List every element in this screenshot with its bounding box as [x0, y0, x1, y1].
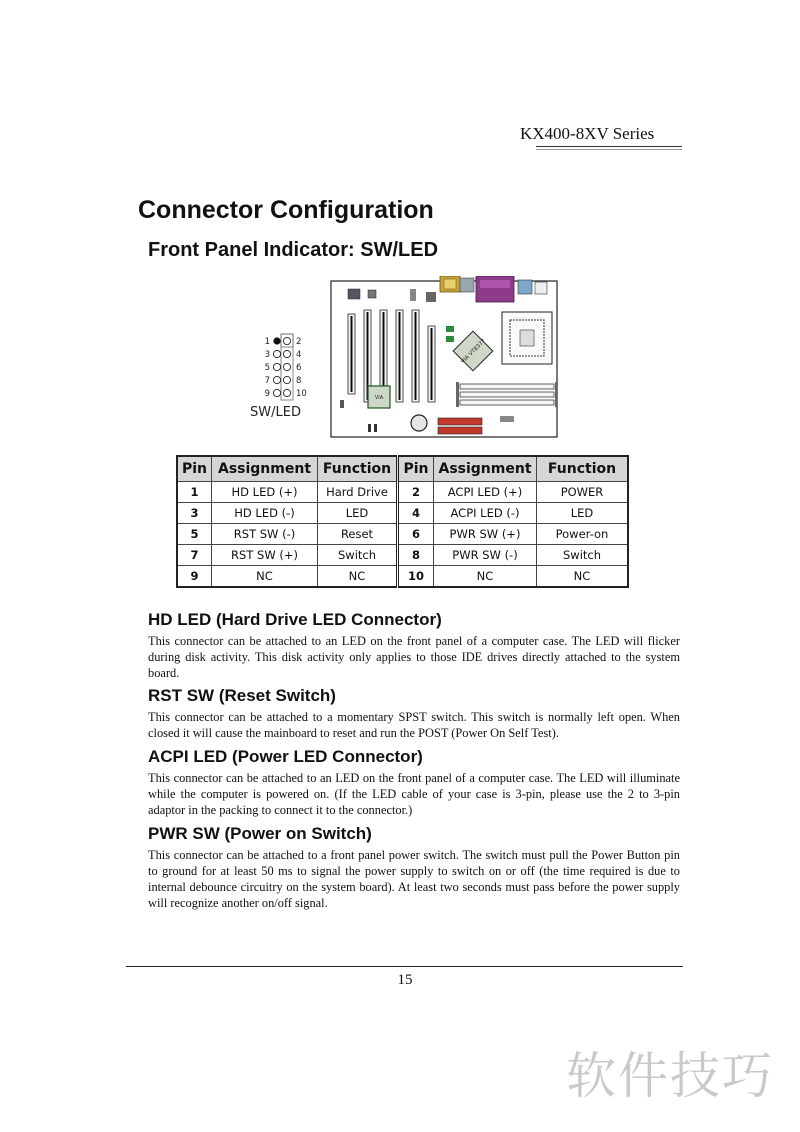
- column-header: Assignment: [212, 456, 318, 482]
- table-cell: 6: [398, 524, 434, 545]
- column-header: Function: [537, 456, 629, 482]
- pin-label: 4: [296, 350, 302, 360]
- table-row: [177, 566, 628, 588]
- column-header: Function: [318, 456, 398, 482]
- table-header-row: [177, 456, 628, 482]
- connector-diagram: [250, 276, 560, 446]
- section-heading: RST SW (Reset Switch): [148, 686, 336, 705]
- pin-label: 1: [264, 337, 270, 347]
- section-heading: ACPI LED (Power LED Connector): [148, 747, 423, 766]
- table-cell: ACPI LED (-): [434, 503, 537, 524]
- pin-assignment-table: [176, 455, 629, 588]
- table-cell: 4: [398, 503, 434, 524]
- page-title: Connector Configuration: [138, 196, 434, 224]
- section-hd-led: [148, 610, 680, 681]
- section-pwr-sw: [148, 824, 680, 911]
- table-cell: LED: [537, 503, 629, 524]
- table-cell: POWER: [537, 482, 629, 503]
- section-body: This connector can be attached to an LED on the front panel of a computer case. The LED will illuminate while the computer is powered on. (If the LED cable of your case is 3-pin, please use the 2 to 3-pin adaptor in the packing to connect it to the connector.): [148, 771, 680, 817]
- table-cell: 9: [177, 566, 212, 588]
- pin-label: 5: [264, 363, 270, 373]
- table-cell: NC: [537, 566, 629, 588]
- sw-led-header: [250, 334, 307, 420]
- table-cell: NC: [212, 566, 318, 588]
- pin-1-marker: [273, 337, 280, 344]
- table-cell: 8: [398, 545, 434, 566]
- south-bridge-label: VIA: [374, 395, 384, 401]
- pin-label: 8: [296, 376, 302, 386]
- pin-label: 2: [296, 337, 302, 347]
- header-rule: [536, 146, 682, 150]
- table-cell: Hard Drive: [318, 482, 398, 503]
- table-cell: NC: [318, 566, 398, 588]
- table-row: [177, 503, 628, 524]
- table-row: [177, 545, 628, 566]
- section-heading: HD LED (Hard Drive LED Connector): [148, 610, 442, 629]
- table-cell: Switch: [537, 545, 629, 566]
- section-body: This connector can be attached to a momentary SPST switch. This switch is normally left open. When closed it will cause the mainboard to reset and run the POST (Power On Self Test).: [148, 710, 680, 740]
- column-header: Pin: [398, 456, 434, 482]
- table-cell: 1: [177, 482, 212, 503]
- series-name: KX400-8XV Series: [520, 124, 655, 143]
- header-label: SW/LED: [250, 405, 301, 420]
- table-row: [177, 482, 628, 503]
- section-subtitle: Front Panel Indicator: SW/LED: [148, 239, 439, 261]
- table-row: [177, 524, 628, 545]
- pin-label: 10: [296, 389, 307, 399]
- section-body: This connector can be attached to an LED on the front panel of a computer case. The LED will flicker during disk activity. This disk activity only applies to those IDE drives directly attached to the system board.: [148, 634, 680, 680]
- table-cell: 10: [398, 566, 434, 588]
- footer-rule: [126, 966, 683, 967]
- page-number: 15: [397, 972, 413, 988]
- section-acpi-led: [148, 747, 680, 818]
- section-body: This connector can be attached to a front panel power switch. The switch must pull the Power Button pin to ground for at least 50 ms to signal the power supply to switch on or off (the time required is due to internal debounce circuitry on the system board). At least two seconds must pass before the power supply will recognize another on/off signal.: [148, 848, 680, 910]
- table-cell: RST SW (-): [212, 524, 318, 545]
- pin-label: 7: [264, 376, 270, 386]
- table-cell: HD LED (+): [212, 482, 318, 503]
- table-cell: ACPI LED (+): [434, 482, 537, 503]
- pin-label: 3: [264, 350, 270, 360]
- table-cell: 7: [177, 545, 212, 566]
- table-cell: LED: [318, 503, 398, 524]
- pin-label: 9: [264, 389, 270, 399]
- table-cell: NC: [434, 566, 537, 588]
- section-heading: PWR SW (Power on Switch): [148, 824, 372, 843]
- table-cell: 2: [398, 482, 434, 503]
- table-cell: Switch: [318, 545, 398, 566]
- column-header: Assignment: [434, 456, 537, 482]
- table-cell: HD LED (-): [212, 503, 318, 524]
- table-cell: PWR SW (+): [434, 524, 537, 545]
- north-bridge-label: VIA VT8377: [460, 338, 488, 366]
- motherboard-diagram: [331, 276, 557, 437]
- section-rst-sw: [148, 686, 680, 741]
- table-cell: 5: [177, 524, 212, 545]
- table-cell: PWR SW (-): [434, 545, 537, 566]
- column-header: Pin: [177, 456, 212, 482]
- table-cell: Reset: [318, 524, 398, 545]
- table-cell: Power-on: [537, 524, 629, 545]
- table-cell: 3: [177, 503, 212, 524]
- watermark: 软件技巧: [566, 1047, 774, 1105]
- table-cell: RST SW (+): [212, 545, 318, 566]
- pin-label: 6: [296, 363, 302, 373]
